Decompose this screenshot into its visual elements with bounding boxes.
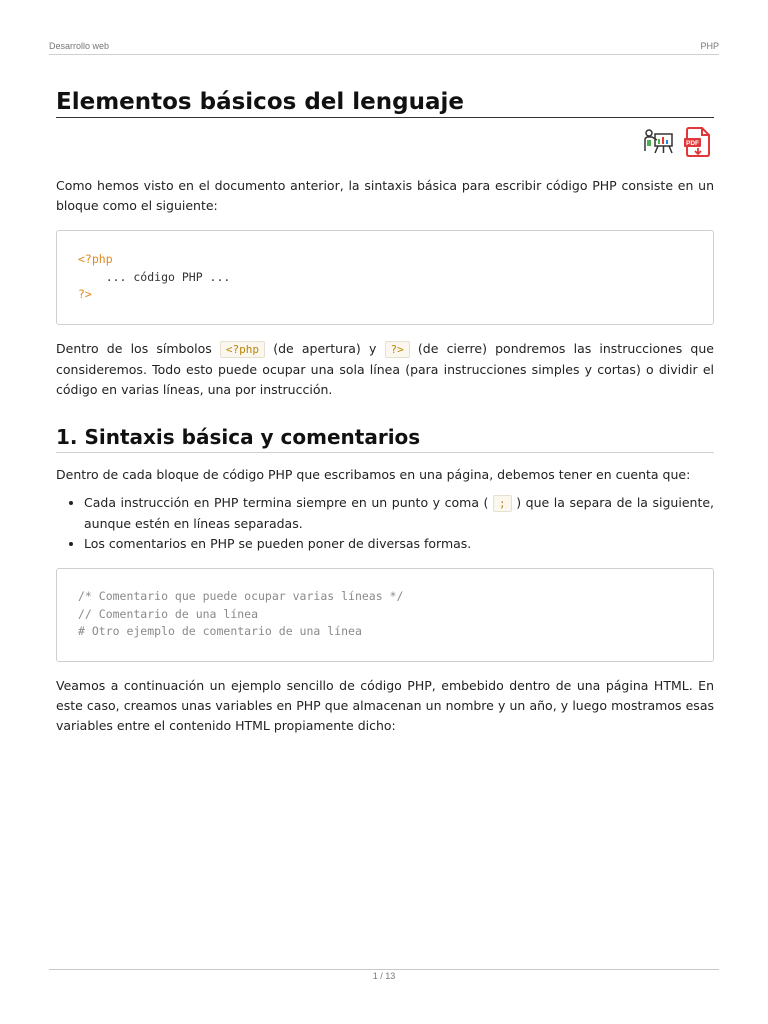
- download-icons: [56, 118, 714, 158]
- presentation-icon[interactable]: [644, 127, 672, 155]
- list-item-comments: • Los comentarios en PHP se pueden poner de diversas formas.: [84, 534, 714, 554]
- section-heading: 1. Sintaxis básica y comentarios: [56, 422, 714, 453]
- running-header: [49, 40, 719, 55]
- inline-code-semicolon: ;: [493, 495, 512, 512]
- bullet1-after: ) que la separa de la siguiente, aunque estén en líneas separadas.: [84, 495, 715, 531]
- comments-code-block: [56, 568, 714, 662]
- para2-middle: (de apertura) y: [273, 341, 377, 356]
- section-intro: Dentro de cada bloque de código PHP que escribamos en una página, debemos tener en cuenta que:: [56, 467, 691, 482]
- para2-before: Dentro de los símbolos: [56, 341, 212, 356]
- comment-line-1: /* Comentario que puede ocupar varias líneas */: [78, 589, 404, 603]
- code-body: ... código PHP ...: [78, 269, 231, 284]
- page-title: Elementos básicos del lenguaje: [56, 87, 714, 118]
- intro-paragraph: Como hemos visto en el documento anterior, la sintaxis básica para escribir código PHP consiste en un bloque como el siguiente:: [56, 178, 714, 213]
- comment-line-3: # Otro ejemplo de comentario de una línea: [78, 624, 362, 638]
- header-topic: PHP: [700, 41, 719, 51]
- rules-list: [56, 493, 714, 554]
- header-course: Desarrollo web: [49, 41, 110, 51]
- svg-text:PDF: PDF: [686, 140, 699, 147]
- document-content: [56, 87, 714, 736]
- para2-after: (de cierre) pondremos las instrucciones que consideremos. Todo esto puede ocupar una sola línea (para instrucciones simples y cortas) o dividir el código en varias líneas, una por instrucción.: [56, 341, 714, 397]
- delimiters-paragraph: [56, 339, 714, 400]
- inline-code-close: ?>: [385, 341, 410, 358]
- php-block-code: [56, 230, 714, 325]
- inline-code-open: <?php: [220, 341, 265, 358]
- list-item-semicolon: [84, 493, 714, 534]
- comment-line-2: // Comentario de una línea: [78, 606, 259, 621]
- code-close-tag: ?>: [78, 287, 92, 301]
- example-paragraph: Veamos a continuación un ejemplo sencillo de código PHP, embebido dentro de una página HTML. En este caso, creamos unas variables en PHP que almacenan un nombre y un año, y luego mostramos esas variables entre el contenido HTML propiamente dicho:: [56, 678, 714, 733]
- bullet1-before: Cada instrucción en PHP termina siempre en un punto y coma (: [84, 495, 489, 510]
- page-footer: [49, 969, 719, 981]
- page-number: 1 / 13: [372, 971, 396, 981]
- code-open-tag: <?php: [78, 252, 113, 266]
- pdf-icon[interactable]: [684, 127, 712, 155]
